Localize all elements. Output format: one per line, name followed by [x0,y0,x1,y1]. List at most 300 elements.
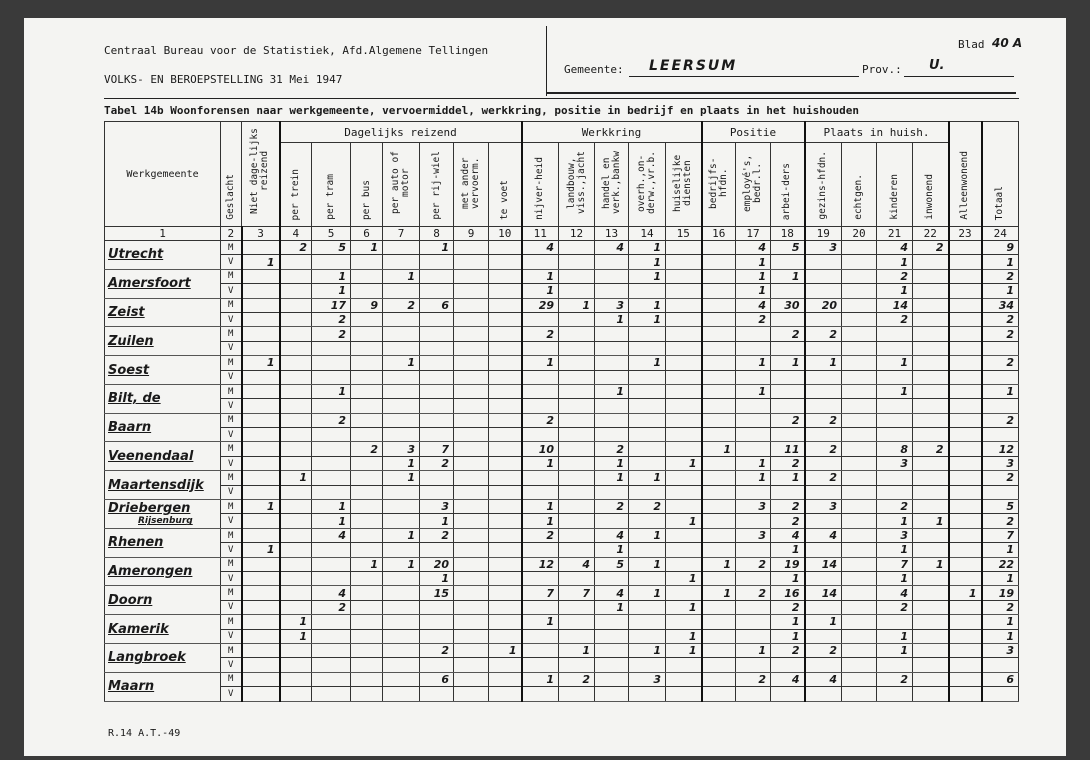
table-cell [312,485,351,499]
table-cell [982,399,1019,413]
table-cell: 1 [805,356,842,370]
sex-label: V [221,370,242,384]
table-cell: 1 [280,471,312,485]
table-cell [351,312,383,326]
table-cell [949,312,982,326]
table-row [105,255,1019,269]
table-cell [666,557,702,571]
table-cell [351,672,383,686]
table-cell: 3 [736,528,771,542]
table-cell [242,615,280,629]
sex-label: V [221,600,242,614]
table-cell [949,298,982,312]
sex-label: V [221,399,242,413]
col-header: per trein [289,168,301,220]
table-cell [383,629,420,643]
table-cell: 1 [312,500,351,514]
table-cell [666,255,702,269]
table-cell: 2 [312,600,351,614]
table-cell [771,341,805,355]
table-cell [629,413,666,427]
table-cell: 3 [420,500,454,514]
table-cell: 1 [771,543,805,557]
col-niet-dagelijks: Niet dage-lijks reizend [249,128,271,214]
table-cell [913,269,949,283]
table-cell: 3 [877,456,913,470]
table-cell [805,428,842,442]
table-cell [595,356,629,370]
table-cell [489,356,522,370]
table-cell: 3 [982,643,1019,657]
table-cell: 34 [982,298,1019,312]
table-cell [949,643,982,657]
table-cell: 2 [522,327,559,341]
table-cell [842,442,877,456]
table-cell [489,327,522,341]
table-cell [242,399,280,413]
table-row [105,298,1019,312]
table-cell [805,384,842,398]
table-cell [949,500,982,514]
table-cell [629,514,666,528]
table-cell [383,500,420,514]
table-cell [312,255,351,269]
col-header: per auto of motor [390,151,411,215]
table-cell [383,341,420,355]
table-cell [559,255,595,269]
werkgemeente-name: Kamerik [105,615,221,644]
table-cell [913,471,949,485]
table-cell [913,500,949,514]
table-cell: 5 [982,500,1019,514]
table-cell: 2 [771,327,805,341]
table-cell: 2 [383,298,420,312]
table-cell [629,615,666,629]
table-cell [666,413,702,427]
table-cell [383,312,420,326]
werkgemeente-name: Amersfoort [105,269,221,298]
table-cell [702,687,736,701]
table-cell [771,658,805,672]
table-cell [805,456,842,470]
werkgemeente-name: Zuilen [105,327,221,356]
table-cell [629,284,666,298]
col-header: huiselijke diensten [672,154,694,212]
column-number: 8 [420,227,454,241]
table-cell [522,643,559,657]
table-cell [805,543,842,557]
table-cell [736,370,771,384]
werkgemeente-name: Driebergen Rijsenburg [105,500,221,529]
table-cell: 1 [702,557,736,571]
table-cell [595,643,629,657]
table-cell [702,643,736,657]
table-cell [280,528,312,542]
table-cell: 1 [805,615,842,629]
table-cell: 2 [559,672,595,686]
table-cell [736,514,771,528]
col-alleenwonend: Alleenwonend [959,151,970,220]
table-cell [559,485,595,499]
table-cell: 1 [877,643,913,657]
table-cell: 10 [522,442,559,456]
table-cell [629,341,666,355]
table-cell [559,284,595,298]
table-cell [666,528,702,542]
table-cell [842,356,877,370]
sex-label: V [221,571,242,585]
table-cell: 1 [877,255,913,269]
table-cell: 2 [982,312,1019,326]
table-cell: 1 [982,571,1019,585]
table-cell: 2 [736,557,771,571]
table-cell: 2 [312,413,351,427]
table-cell [420,658,454,672]
table-cell [351,428,383,442]
table-cell: 1 [595,543,629,557]
table-cell [242,327,280,341]
table-cell [242,370,280,384]
table-cell: 5 [595,557,629,571]
table-cell [736,327,771,341]
table-cell: 2 [771,643,805,657]
table-cell: 9 [982,241,1019,255]
table-cell [595,672,629,686]
table-cell: 1 [420,241,454,255]
table-cell: 2 [805,327,842,341]
table-cell: 1 [383,557,420,571]
table-cell [351,370,383,384]
column-number: 6 [351,227,383,241]
table-cell [842,413,877,427]
table-cell: 1 [771,571,805,585]
table-cell [242,428,280,442]
table-cell: 1 [629,356,666,370]
table-cell [949,600,982,614]
table-cell [949,629,982,643]
table-cell [312,543,351,557]
column-number: 3 [242,227,280,241]
table-cell [454,557,489,571]
col-header: landbouw, viss.,jacht [565,151,587,215]
table-cell: 1 [489,643,522,657]
group-positie: Positie [702,122,805,143]
table-row [105,399,1019,413]
table-cell [351,586,383,600]
table-cell [522,428,559,442]
table-cell [913,370,949,384]
table-cell: 2 [280,241,312,255]
table-cell [242,658,280,672]
table-cell [312,672,351,686]
table-cell [312,471,351,485]
table-cell [702,543,736,557]
table-cell: 14 [805,557,842,571]
table-cell [877,687,913,701]
table-cell [949,528,982,542]
table-cell [949,399,982,413]
sex-label: M [221,643,242,657]
table-cell [559,341,595,355]
table-cell [913,615,949,629]
table-cell [489,500,522,514]
table-cell [842,586,877,600]
table-row [105,327,1019,341]
table-cell [522,658,559,672]
table-cell [595,327,629,341]
table-cell: 7 [877,557,913,571]
table-cell: 5 [771,241,805,255]
column-number: 12 [559,227,595,241]
table-cell [666,370,702,384]
table-cell [522,399,559,413]
table-cell [949,672,982,686]
table-cell [383,643,420,657]
table-cell [351,571,383,585]
table-cell [312,615,351,629]
table-row [105,615,1019,629]
table-cell [559,629,595,643]
table-cell [242,528,280,542]
table-cell [312,687,351,701]
table-cell: 4 [312,586,351,600]
table-cell [559,500,595,514]
table-cell [242,643,280,657]
table-cell: 1 [522,615,559,629]
table-cell [454,485,489,499]
table-cell [949,241,982,255]
column-number: 18 [771,227,805,241]
table-cell: 2 [982,514,1019,528]
table-cell [595,485,629,499]
table-cell [559,370,595,384]
table-cell: 2 [771,600,805,614]
table-cell [842,298,877,312]
table-cell [351,485,383,499]
table-cell [312,399,351,413]
group-plaats: Plaats in huish. [805,122,949,143]
table-cell: 1 [736,269,771,283]
sex-label: M [221,557,242,571]
table-cell: 1 [771,269,805,283]
table-cell: 1 [666,571,702,585]
table-cell [559,571,595,585]
table-cell [877,471,913,485]
table-cell [383,672,420,686]
table-cell: 1 [771,615,805,629]
table-cell [666,341,702,355]
table-cell [312,356,351,370]
table-cell [629,543,666,557]
table-cell: 1 [242,255,280,269]
table-cell [736,399,771,413]
sex-label: V [221,485,242,499]
sex-label: M [221,500,242,514]
table-cell [629,600,666,614]
table-cell: 1 [666,600,702,614]
table-cell: 2 [982,327,1019,341]
table-row [105,456,1019,470]
table-cell [522,485,559,499]
blad-value: 40 A [992,36,1023,50]
table-cell [595,399,629,413]
table-cell: 1 [383,456,420,470]
table-cell [736,485,771,499]
table-cell [949,384,982,398]
col-werkgemeente: Werkgemeente [105,122,221,227]
table-cell [913,629,949,643]
table-cell: 1 [522,284,559,298]
table-cell [913,341,949,355]
table-cell: 1 [629,269,666,283]
table-cell [842,255,877,269]
table-cell [842,456,877,470]
table-cell [949,687,982,701]
table-cell [522,341,559,355]
table-cell [454,672,489,686]
table-cell: 2 [736,672,771,686]
table-cell [949,413,982,427]
table-cell [489,428,522,442]
table-cell [242,384,280,398]
table-cell: 1 [629,557,666,571]
table-cell: 2 [522,528,559,542]
sex-label: M [221,672,242,686]
table-cell: 2 [771,456,805,470]
table-cell [454,687,489,701]
blad-label: Blad [958,38,985,51]
table-cell [242,413,280,427]
table-cell: 2 [913,241,949,255]
gemeente-value: LEERSUM [649,58,738,74]
table-cell [842,687,877,701]
table-cell: 1 [982,284,1019,298]
sex-label: V [221,284,242,298]
table-cell [842,629,877,643]
table-cell [842,672,877,686]
table-cell [420,356,454,370]
table-cell [982,485,1019,499]
table-cell [842,269,877,283]
table-row [105,528,1019,542]
table-cell: 14 [805,586,842,600]
table-cell [595,514,629,528]
table-cell [736,571,771,585]
table-cell [877,399,913,413]
table-cell [949,356,982,370]
table-row [105,356,1019,370]
table-cell: 2 [771,514,805,528]
table-cell: 20 [805,298,842,312]
sex-label: V [221,687,242,701]
table-cell [420,629,454,643]
table-cell: 2 [877,600,913,614]
column-number: 5 [312,227,351,241]
table-row [105,428,1019,442]
table-cell [771,485,805,499]
table-cell [559,241,595,255]
table-cell [559,471,595,485]
table-cell [702,629,736,643]
table-cell [312,442,351,456]
table-cell [489,615,522,629]
table-cell [280,687,312,701]
table-cell: 1 [771,629,805,643]
table-cell [702,658,736,672]
table-cell [595,629,629,643]
table-cell [280,428,312,442]
table-cell [666,500,702,514]
sex-label: M [221,241,242,255]
column-number: 19 [805,227,842,241]
table-cell [383,413,420,427]
table-cell [420,615,454,629]
table-cell [280,672,312,686]
table-cell [771,312,805,326]
table-cell: 1 [383,471,420,485]
table-cell [771,370,805,384]
table-cell [420,384,454,398]
table-row [105,442,1019,456]
table-cell: 2 [351,442,383,456]
table-cell [595,615,629,629]
table-cell [489,384,522,398]
table-cell: 1 [312,269,351,283]
table-cell [877,485,913,499]
table-cell [559,543,595,557]
table-cell [280,327,312,341]
table-cell: 4 [805,528,842,542]
sex-label: V [221,456,242,470]
table-cell [454,629,489,643]
table-cell: 4 [559,557,595,571]
table-cell: 30 [771,298,805,312]
table-cell: 7 [559,586,595,600]
table-cell [595,370,629,384]
table-cell: 1 [595,600,629,614]
table-cell: 1 [982,615,1019,629]
table-row [105,557,1019,571]
table-cell [489,284,522,298]
gemeente-label: Gemeente: [564,63,624,76]
table-cell [666,269,702,283]
table-row [105,543,1019,557]
table-cell [383,241,420,255]
table-cell [351,399,383,413]
table-cell [702,384,736,398]
table-cell [805,571,842,585]
table-cell: 1 [312,514,351,528]
table-cell [666,284,702,298]
table-cell [489,629,522,643]
table-cell [242,514,280,528]
table-cell [666,312,702,326]
table-cell [913,485,949,499]
table-cell [805,399,842,413]
table-cell [559,399,595,413]
table-cell: 2 [982,471,1019,485]
table-cell [489,456,522,470]
table-cell [454,341,489,355]
table-cell [702,615,736,629]
table-cell [702,471,736,485]
table-cell [280,543,312,557]
table-cell: 1 [736,456,771,470]
table-cell: 6 [420,672,454,686]
column-number: 9 [454,227,489,241]
table-cell [489,341,522,355]
table-cell [666,442,702,456]
